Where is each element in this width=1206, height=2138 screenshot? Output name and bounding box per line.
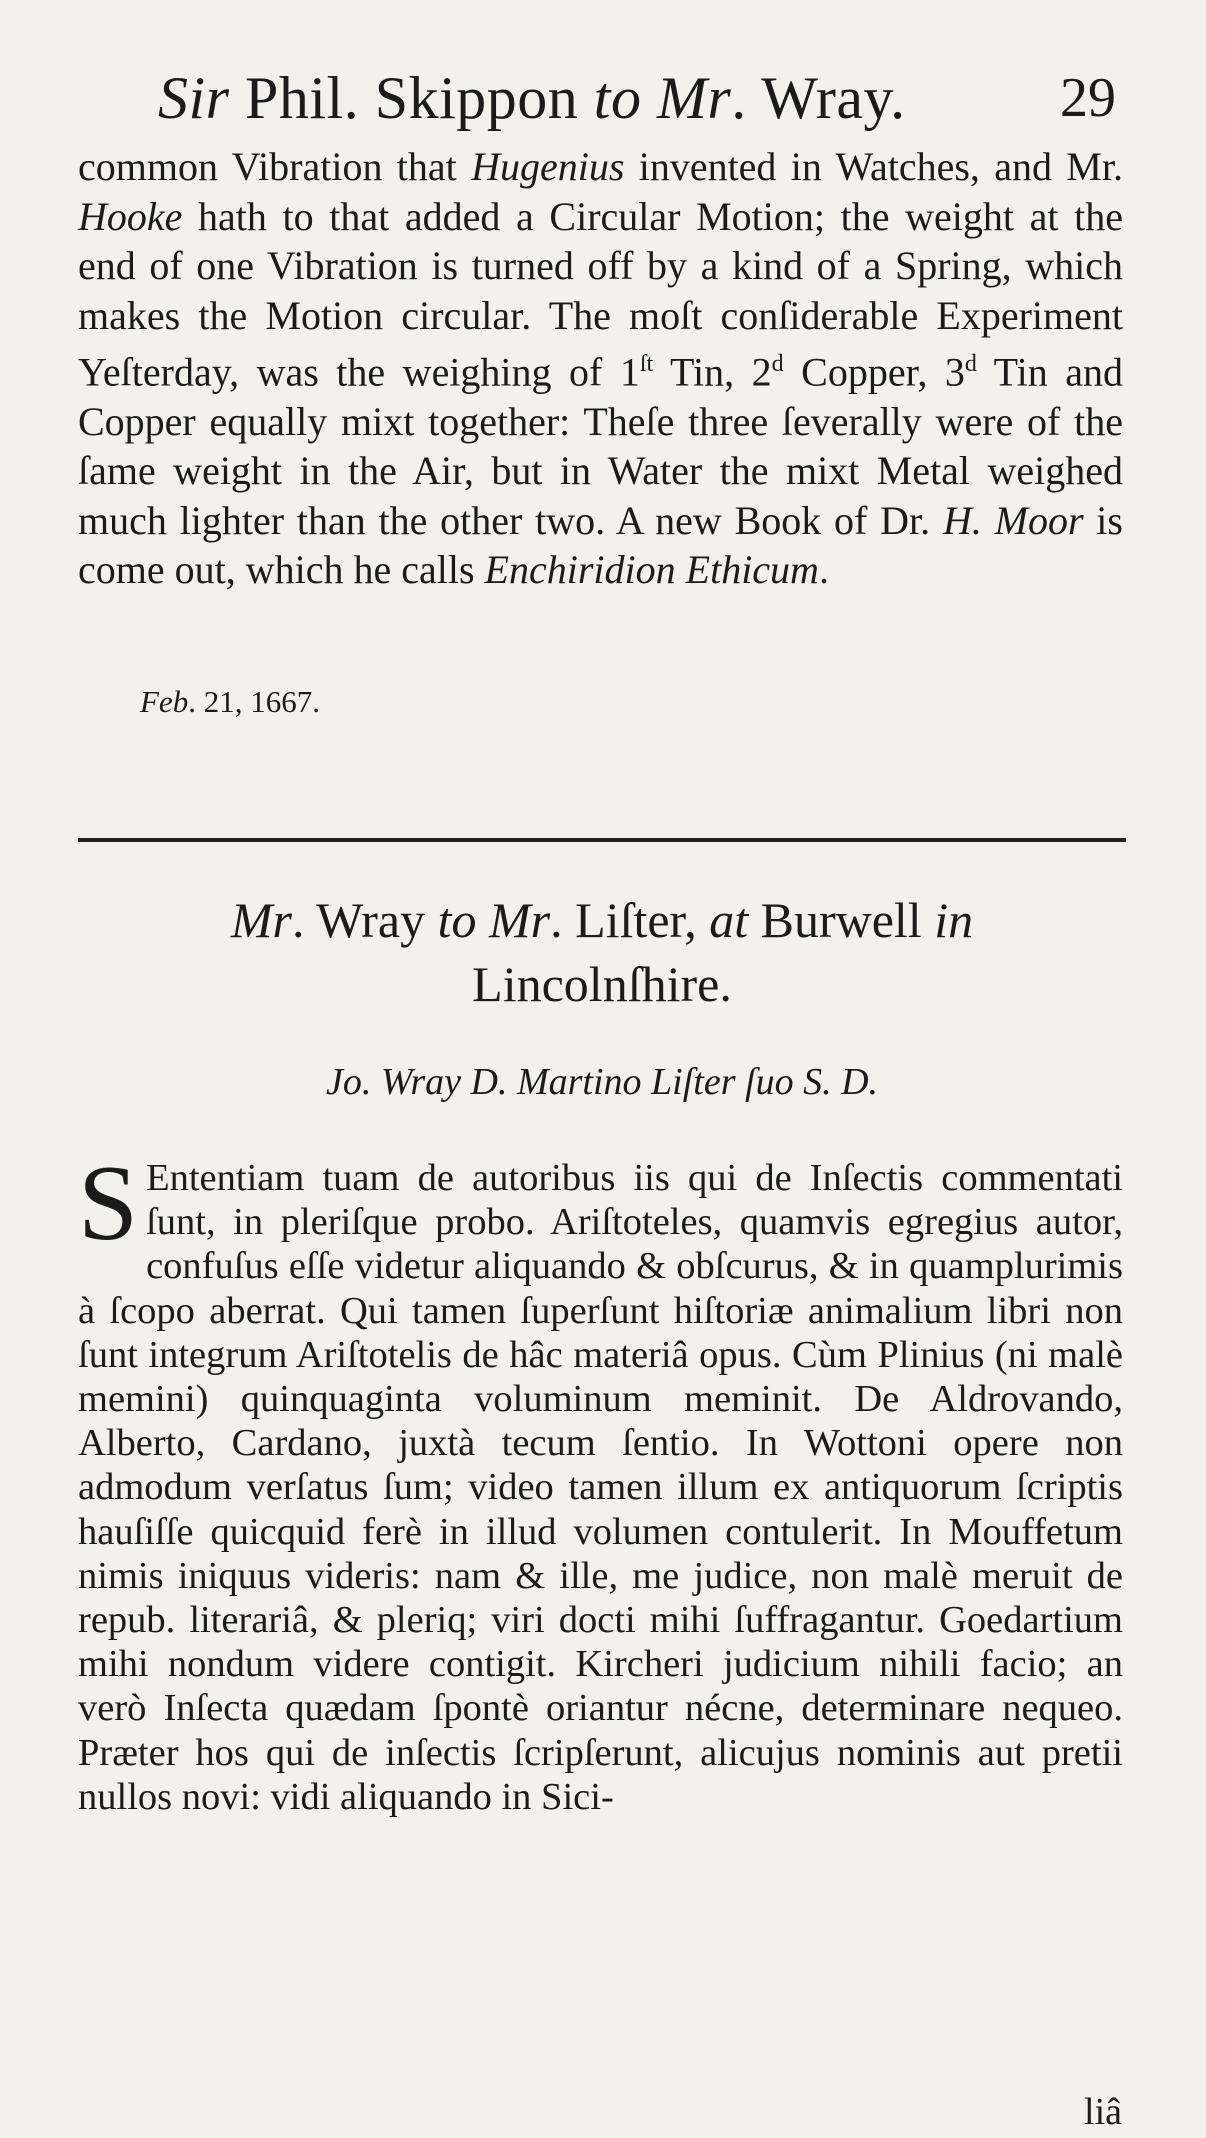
text-run: hath to that added a Circular Motion; the weight at the end of one Vibration is turned off by a kind of a Spring, which makes the Motion circular. The moſt conſiderable Experiment Yeſterday, was the weighing of 1: [78, 193, 1123, 395]
running-head-title: [158, 58, 906, 138]
text-run: H. Moor: [942, 497, 1084, 543]
page-number: 29: [1060, 67, 1116, 129]
letter-continuation: [78, 142, 1123, 595]
heading-part: at: [709, 892, 749, 948]
rh-part: [641, 65, 657, 131]
section-divider: [78, 838, 1126, 842]
rh-part: Phil. Skippon: [229, 65, 594, 131]
text-run: Tin, 2: [653, 349, 772, 395]
superscript: ſt: [639, 351, 654, 377]
heading-part: in: [934, 892, 974, 948]
text-run: invented in Watches, and Mr.: [624, 144, 1123, 189]
letter-heading: [78, 888, 1126, 1016]
superscript: d: [771, 351, 784, 377]
letter-text: Ententiam tuam de autoribus iis qui de Inſectis commentati ſunt, in pleriſque probo. Ariſtoteles, quamvis egregius autor, confuſus eſſe videtur aliquando & obſcurus, & in quamplurimis à ſcopo aberrat. Qui tamen ſuperſunt hiſtoriæ animalium libri non ſunt integrum Ariſtotelis de hâc materiâ opus. Cùm Plinius (ni malè memini) quinquaginta voluminum meminit. De Aldrovando, Alberto, Cardano, juxtà tecum ſentio. In Wottoni opere non admodum verſatus ſum; video tamen illum ex antiquorum ſcriptis hauſiſſe quicquid ferè in illud volumen contulerit. In Mouffetum nimis iniquus videris: nam & ille, me judice, non malè meruit de repub. literariâ, & pleriq; viri docti mihi ſuffragantur. Goedartium mihi nondum videre contigit. Kircheri judicium nihili facio; an verò Inſecta quædam ſpontè oriantur nécne, determinare nequeo. Præter hos qui de inſectis ſcripſerunt, alicujus nominis aut pretii nullos novi: vidi aliquando in Sici-: [78, 1157, 1123, 1818]
letter-body: [78, 1144, 1123, 1819]
drop-cap: S: [78, 1144, 139, 1263]
text-run: Tin and Copper equally mixt together: Theſe three ſeverally were of the ſame weight in the Air, but in Water the mixt Metal weighed much lighter than the other two. A new Book of Dr.: [78, 349, 1124, 543]
heading-part: Mr: [489, 892, 551, 948]
rh-part: . Wray.: [731, 65, 906, 131]
heading-part: . Liſter,: [550, 892, 710, 948]
rh-part: Sir: [158, 65, 230, 131]
heading-part: Burwell: [748, 892, 935, 948]
heading-part: Mr: [230, 892, 292, 948]
paragraph: [78, 142, 1123, 595]
rh-part: Mr: [656, 65, 732, 131]
text-run: Hugenius: [471, 144, 625, 189]
date-month: Feb: [140, 684, 189, 719]
book-page: [78, 50, 1128, 2133]
text-run: is come out, which he calls: [78, 497, 1123, 593]
heading-line-1: [78, 888, 1126, 952]
text-run: Copper, 3: [783, 349, 965, 395]
running-head: [78, 58, 1128, 138]
salutation: Jo. Wray D. Martino Liſter ſuo S. D.: [325, 1061, 879, 1103]
text-run: Enchiridion Ethicum: [484, 547, 819, 593]
heading-part: to: [437, 892, 477, 948]
text-run: Hooke: [78, 193, 183, 239]
heading-line-2: Lincolnſhire.: [472, 956, 732, 1012]
text-run: common Vibration that: [78, 144, 472, 189]
text-run: .: [818, 547, 829, 593]
rh-part: to: [593, 65, 642, 131]
heading-part: . Wray: [291, 892, 438, 948]
letter-date: [140, 684, 320, 720]
catchword: liâ: [1084, 2091, 1122, 2133]
heading-part: [477, 892, 490, 948]
superscript: d: [964, 351, 977, 377]
date-rest: . 21, 1667.: [188, 684, 320, 719]
